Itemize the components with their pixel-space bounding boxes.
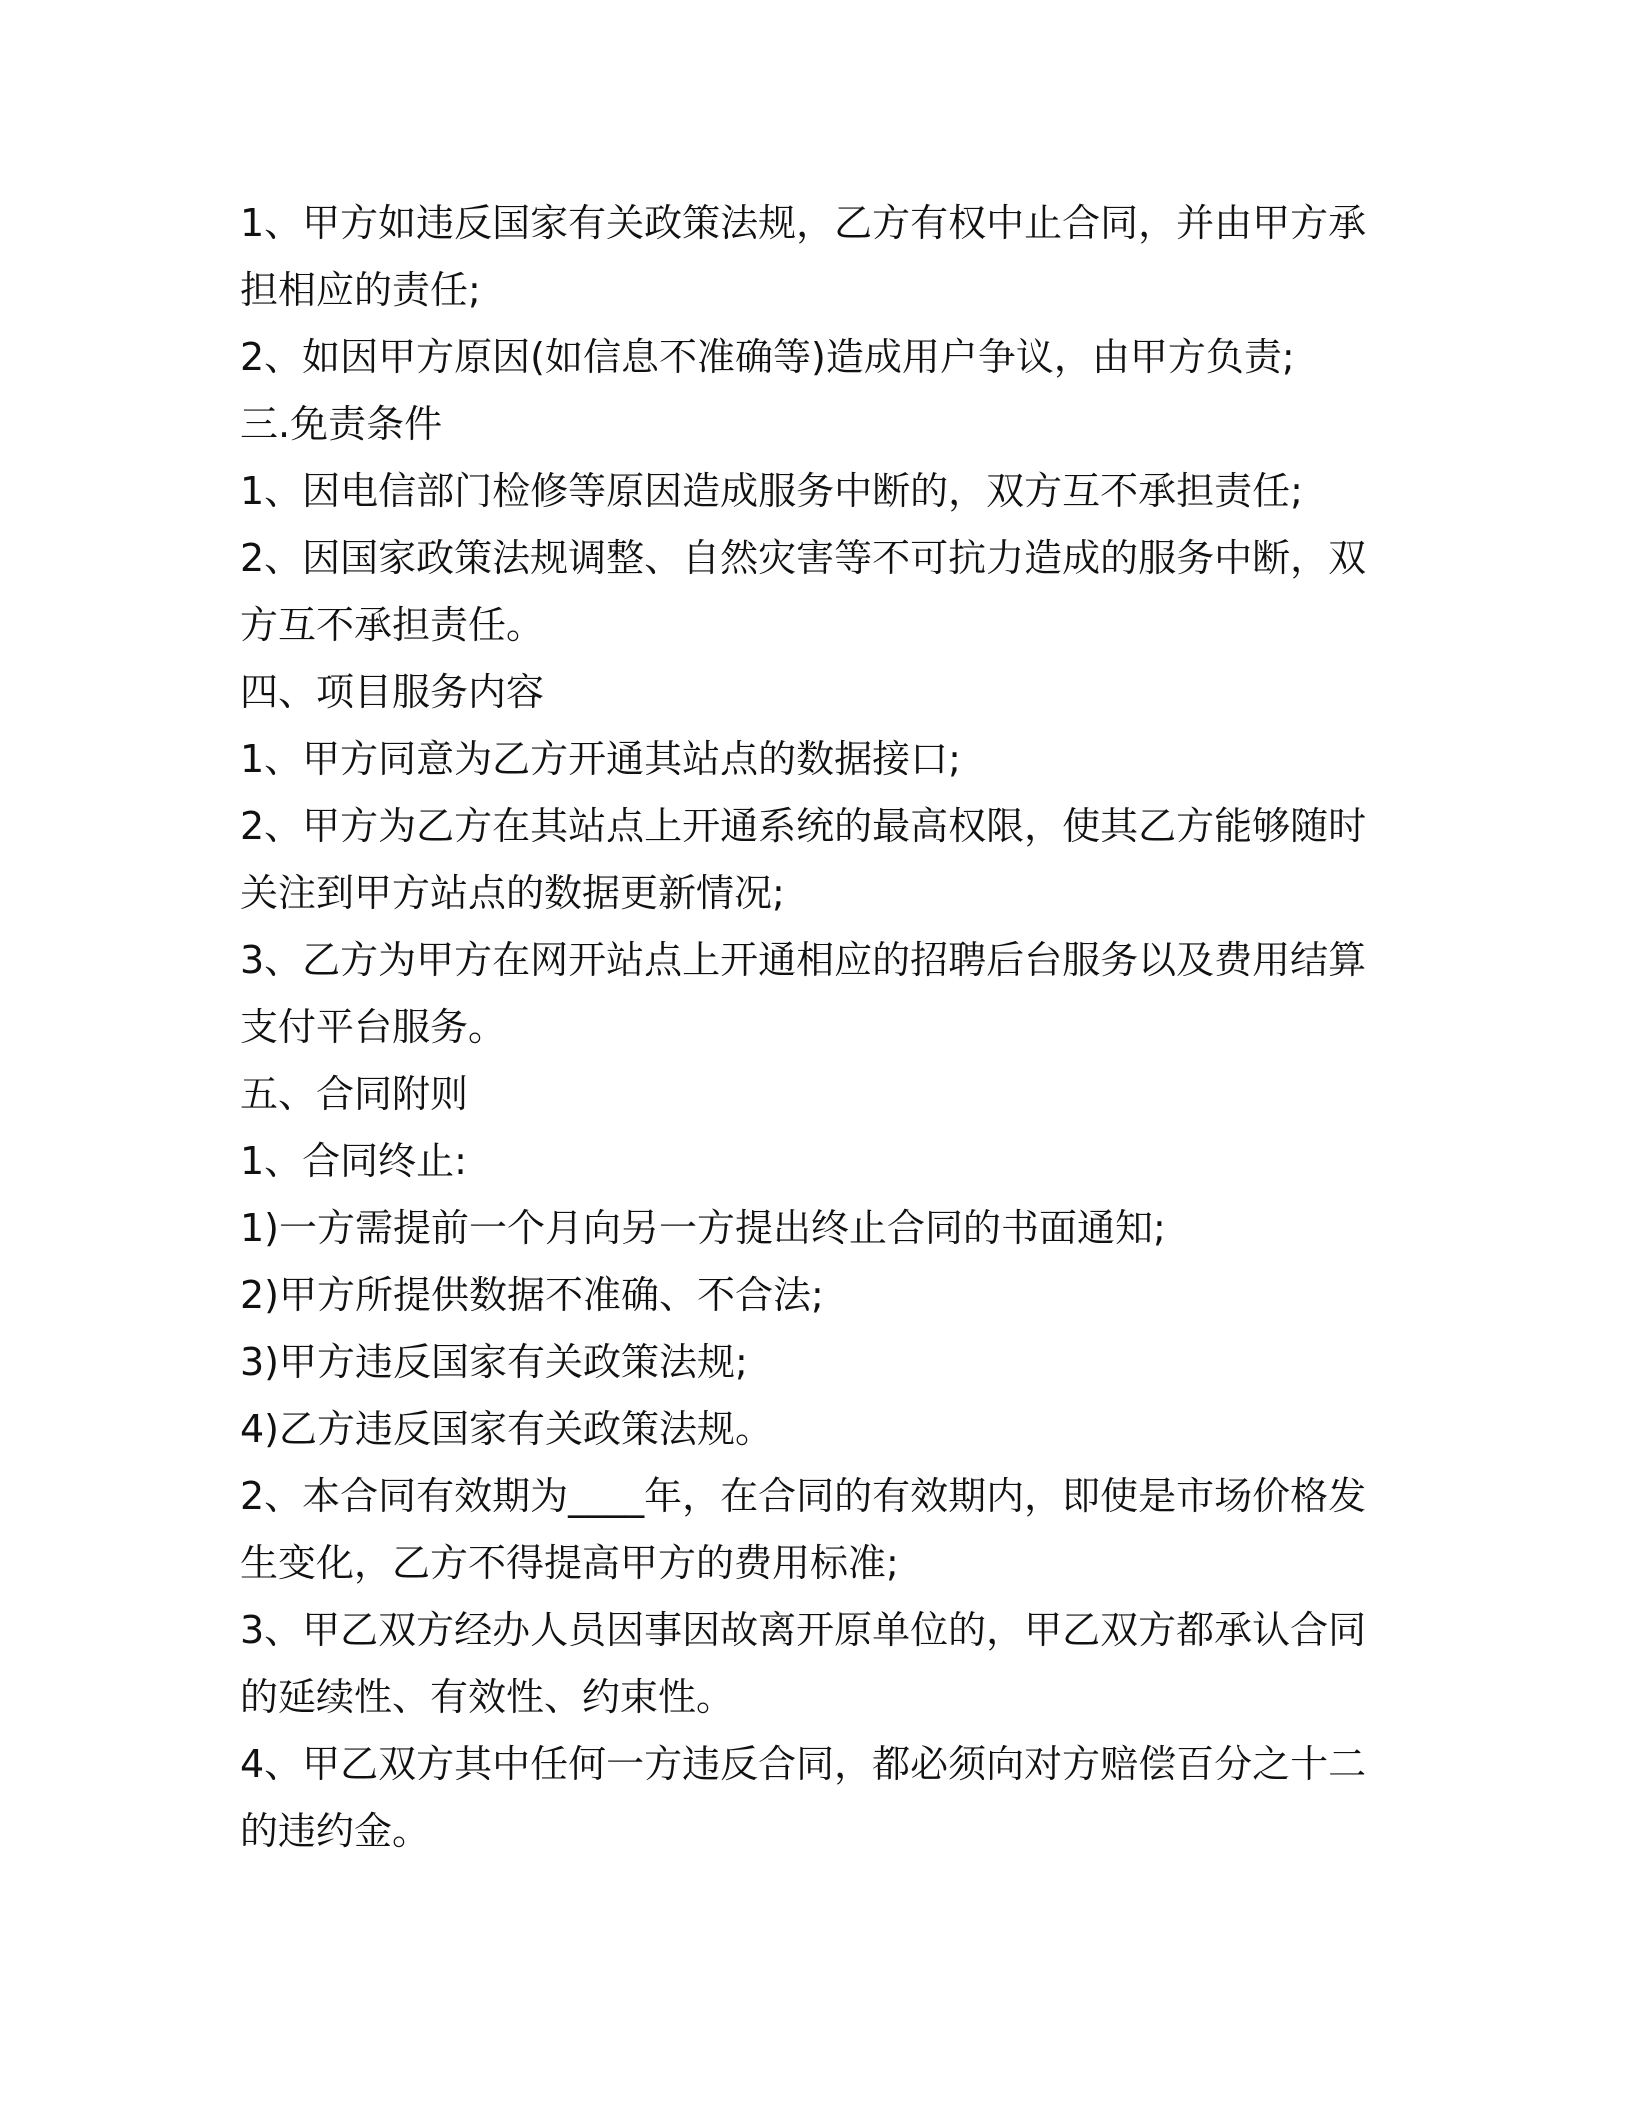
section-heading: 三.免责条件 xyxy=(240,402,443,446)
sub-clause-paragraph: 2)甲方所提供数据不准确、不合法; xyxy=(240,1273,824,1317)
clause-paragraph: 3、乙方为甲方在网开站点上开通相应的招聘后台服务以及费用结算支付平台服务。 xyxy=(240,938,1367,1049)
clause-paragraph: 1、甲方同意为乙方开通其站点的数据接口; xyxy=(240,737,961,781)
clause-paragraph: 1、因电信部门检修等原因造成服务中断的，双方互不承担责任; xyxy=(240,469,1303,513)
clause-paragraph: 1、甲方如违反国家有关政策法规，乙方有权中止合同，并由甲方承担相应的责任; xyxy=(240,201,1367,312)
sub-clause-paragraph: 3)甲方违反国家有关政策法规; xyxy=(240,1340,748,1384)
document-body xyxy=(240,190,1400,1865)
clause-paragraph: 2、因国家政策法规调整、自然灾害等不可抗力造成的服务中断，双方互不承担责任。 xyxy=(240,536,1367,647)
sub-clause-paragraph: 4)乙方违反国家有关政策法规。 xyxy=(240,1407,774,1451)
clause-paragraph: 4、甲乙双方其中任何一方违反合同，都必须向对方赔偿百分之十二的违约金。 xyxy=(240,1742,1367,1853)
sub-clause-paragraph: 1)一方需提前一个月向另一方提出终止合同的书面通知; xyxy=(240,1206,1166,1250)
section-heading: 五、合同附则 xyxy=(240,1072,469,1116)
clause-paragraph: 2、如因甲方原因(如信息不准确等)造成用户争议，由甲方负责; xyxy=(240,335,1295,379)
clause-paragraph: 2、甲方为乙方在其站点上开通系统的最高权限，使其乙方能够随时关注到甲方站点的数据更新情况; xyxy=(240,804,1367,915)
clause-paragraph: 1、合同终止: xyxy=(240,1139,467,1183)
clause-paragraph: 2、本合同有效期为____年，在合同的有效期内，即使是市场价格发生变化，乙方不得提高甲方的费用标准; xyxy=(240,1474,1367,1585)
clause-paragraph: 3、甲乙双方经办人员因事因故离开原单位的，甲乙双方都承认合同的延续性、有效性、约束性。 xyxy=(240,1608,1367,1719)
section-heading: 四、项目服务内容 xyxy=(240,670,545,714)
